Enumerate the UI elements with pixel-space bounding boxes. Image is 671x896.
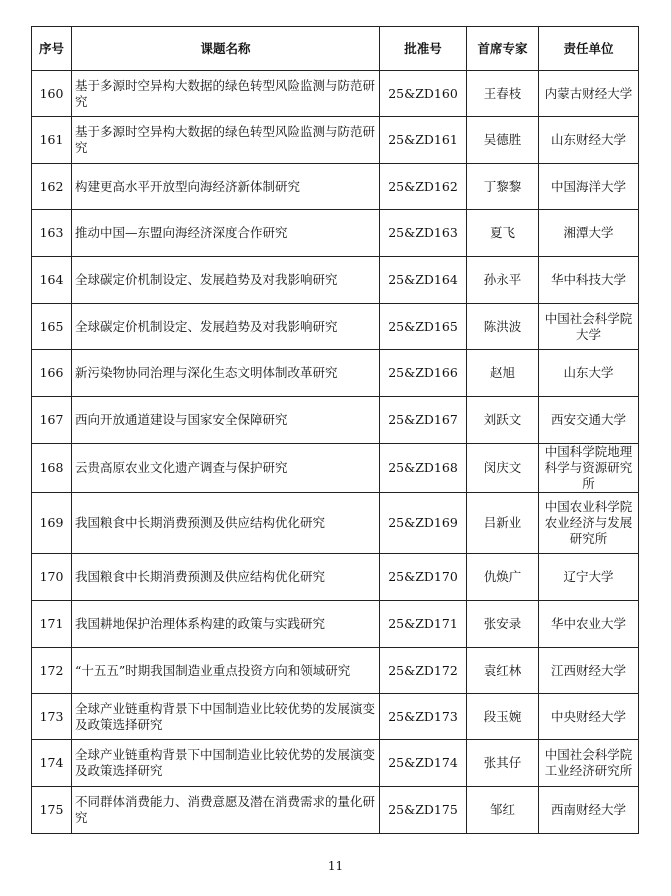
row-chief-expert: 张其仔 xyxy=(467,740,539,787)
table-row xyxy=(32,257,639,304)
row-title: 全球碳定价机制设定、发展趋势及对我影响研究 xyxy=(72,257,380,304)
row-responsible-unit: 中国社会科学院工业经济研究所 xyxy=(539,740,639,787)
row-chief-expert: 张安录 xyxy=(467,601,539,648)
row-approval-code: 25&ZD166 xyxy=(380,350,467,397)
row-responsible-unit: 华中科技大学 xyxy=(539,257,639,304)
row-approval-code: 25&ZD170 xyxy=(380,554,467,601)
row-responsible-unit: 辽宁大学 xyxy=(539,554,639,601)
row-number: 169 xyxy=(32,493,72,554)
row-approval-code: 25&ZD163 xyxy=(380,210,467,257)
row-number: 167 xyxy=(32,397,72,444)
row-chief-expert: 丁黎黎 xyxy=(467,164,539,210)
row-number: 162 xyxy=(32,164,72,210)
row-number: 171 xyxy=(32,601,72,648)
row-title: 西向开放通道建设与国家安全保障研究 xyxy=(72,397,380,444)
row-approval-code: 25&ZD164 xyxy=(380,257,467,304)
row-approval-code: 25&ZD174 xyxy=(380,740,467,787)
row-chief-expert: 陈洪波 xyxy=(467,304,539,350)
table-row xyxy=(32,601,639,648)
projects-table xyxy=(31,26,639,834)
row-title: 不同群体消费能力、消费意愿及潜在消费需求的量化研究 xyxy=(72,787,380,834)
header-seq: 序号 xyxy=(32,27,72,71)
row-number: 172 xyxy=(32,648,72,694)
row-responsible-unit: 江西财经大学 xyxy=(539,648,639,694)
row-title: 我国粮食中长期消费预测及供应结构优化研究 xyxy=(72,554,380,601)
header-title: 课题名称 xyxy=(72,27,380,71)
row-title: 基于多源时空异构大数据的绿色转型风险监测与防范研究 xyxy=(72,117,380,164)
row-title: 全球碳定价机制设定、发展趋势及对我影响研究 xyxy=(72,304,380,350)
row-number: 160 xyxy=(32,71,72,117)
row-chief-expert: 王春枝 xyxy=(467,71,539,117)
row-title: 推动中国—东盟向海经济深度合作研究 xyxy=(72,210,380,257)
row-approval-code: 25&ZD165 xyxy=(380,304,467,350)
row-approval-code: 25&ZD169 xyxy=(380,493,467,554)
row-responsible-unit: 中央财经大学 xyxy=(539,694,639,740)
row-approval-code: 25&ZD160 xyxy=(380,71,467,117)
table-row xyxy=(32,444,639,493)
row-chief-expert: 孙永平 xyxy=(467,257,539,304)
row-approval-code: 25&ZD172 xyxy=(380,648,467,694)
row-chief-expert: 吕新业 xyxy=(467,493,539,554)
row-responsible-unit: 湘潭大学 xyxy=(539,210,639,257)
table-row xyxy=(32,117,639,164)
row-chief-expert: 赵旭 xyxy=(467,350,539,397)
row-chief-expert: 夏飞 xyxy=(467,210,539,257)
table-row xyxy=(32,554,639,601)
header-code: 批准号 xyxy=(380,27,467,71)
row-title: 基于多源时空异构大数据的绿色转型风险监测与防范研究 xyxy=(72,71,380,117)
page-number: 11 xyxy=(327,859,344,873)
table-header-row xyxy=(32,27,639,71)
table-row xyxy=(32,740,639,787)
row-responsible-unit: 西安交通大学 xyxy=(539,397,639,444)
table-row xyxy=(32,71,639,117)
row-number: 166 xyxy=(32,350,72,397)
row-approval-code: 25&ZD168 xyxy=(380,444,467,493)
row-approval-code: 25&ZD173 xyxy=(380,694,467,740)
row-responsible-unit: 华中农业大学 xyxy=(539,601,639,648)
table-row xyxy=(32,493,639,554)
row-number: 165 xyxy=(32,304,72,350)
row-approval-code: 25&ZD175 xyxy=(380,787,467,834)
header-unit: 责任单位 xyxy=(539,27,639,71)
row-number: 164 xyxy=(32,257,72,304)
row-title: 我国耕地保护治理体系构建的政策与实践研究 xyxy=(72,601,380,648)
table-row xyxy=(32,787,639,834)
row-title: 全球产业链重构背景下中国制造业比较优势的发展演变及政策选择研究 xyxy=(72,694,380,740)
row-title: 全球产业链重构背景下中国制造业比较优势的发展演变及政策选择研究 xyxy=(72,740,380,787)
row-responsible-unit: 西南财经大学 xyxy=(539,787,639,834)
row-number: 175 xyxy=(32,787,72,834)
row-chief-expert: 袁红林 xyxy=(467,648,539,694)
row-title: 构建更高水平开放型向海经济新体制研究 xyxy=(72,164,380,210)
row-number: 161 xyxy=(32,117,72,164)
row-responsible-unit: 中国农业科学院农业经济与发展研究所 xyxy=(539,493,639,554)
table-row xyxy=(32,648,639,694)
row-number: 170 xyxy=(32,554,72,601)
row-responsible-unit: 山东大学 xyxy=(539,350,639,397)
table-row xyxy=(32,210,639,257)
row-chief-expert: 刘跃文 xyxy=(467,397,539,444)
row-responsible-unit: 中国科学院地理科学与资源研究所 xyxy=(539,444,639,493)
row-chief-expert: 段玉婉 xyxy=(467,694,539,740)
table-row xyxy=(32,164,639,210)
row-title: 我国粮食中长期消费预测及供应结构优化研究 xyxy=(72,493,380,554)
table-row xyxy=(32,397,639,444)
row-approval-code: 25&ZD167 xyxy=(380,397,467,444)
row-chief-expert: 邹红 xyxy=(467,787,539,834)
row-chief-expert: 闵庆文 xyxy=(467,444,539,493)
row-responsible-unit: 内蒙古财经大学 xyxy=(539,71,639,117)
row-title: 新污染物协同治理与深化生态文明体制改革研究 xyxy=(72,350,380,397)
table-row xyxy=(32,304,639,350)
header-expert: 首席专家 xyxy=(467,27,539,71)
table-row xyxy=(32,694,639,740)
row-chief-expert: 吴德胜 xyxy=(467,117,539,164)
row-number: 168 xyxy=(32,444,72,493)
row-approval-code: 25&ZD161 xyxy=(380,117,467,164)
row-responsible-unit: 中国海洋大学 xyxy=(539,164,639,210)
row-title: “十五五”时期我国制造业重点投资方向和领域研究 xyxy=(72,648,380,694)
row-approval-code: 25&ZD162 xyxy=(380,164,467,210)
row-responsible-unit: 山东财经大学 xyxy=(539,117,639,164)
row-chief-expert: 仇焕广 xyxy=(467,554,539,601)
row-number: 173 xyxy=(32,694,72,740)
row-approval-code: 25&ZD171 xyxy=(380,601,467,648)
row-number: 163 xyxy=(32,210,72,257)
row-number: 174 xyxy=(32,740,72,787)
row-responsible-unit: 中国社会科学院大学 xyxy=(539,304,639,350)
row-title: 云贵高原农业文化遗产调查与保护研究 xyxy=(72,444,380,493)
table-row xyxy=(32,350,639,397)
